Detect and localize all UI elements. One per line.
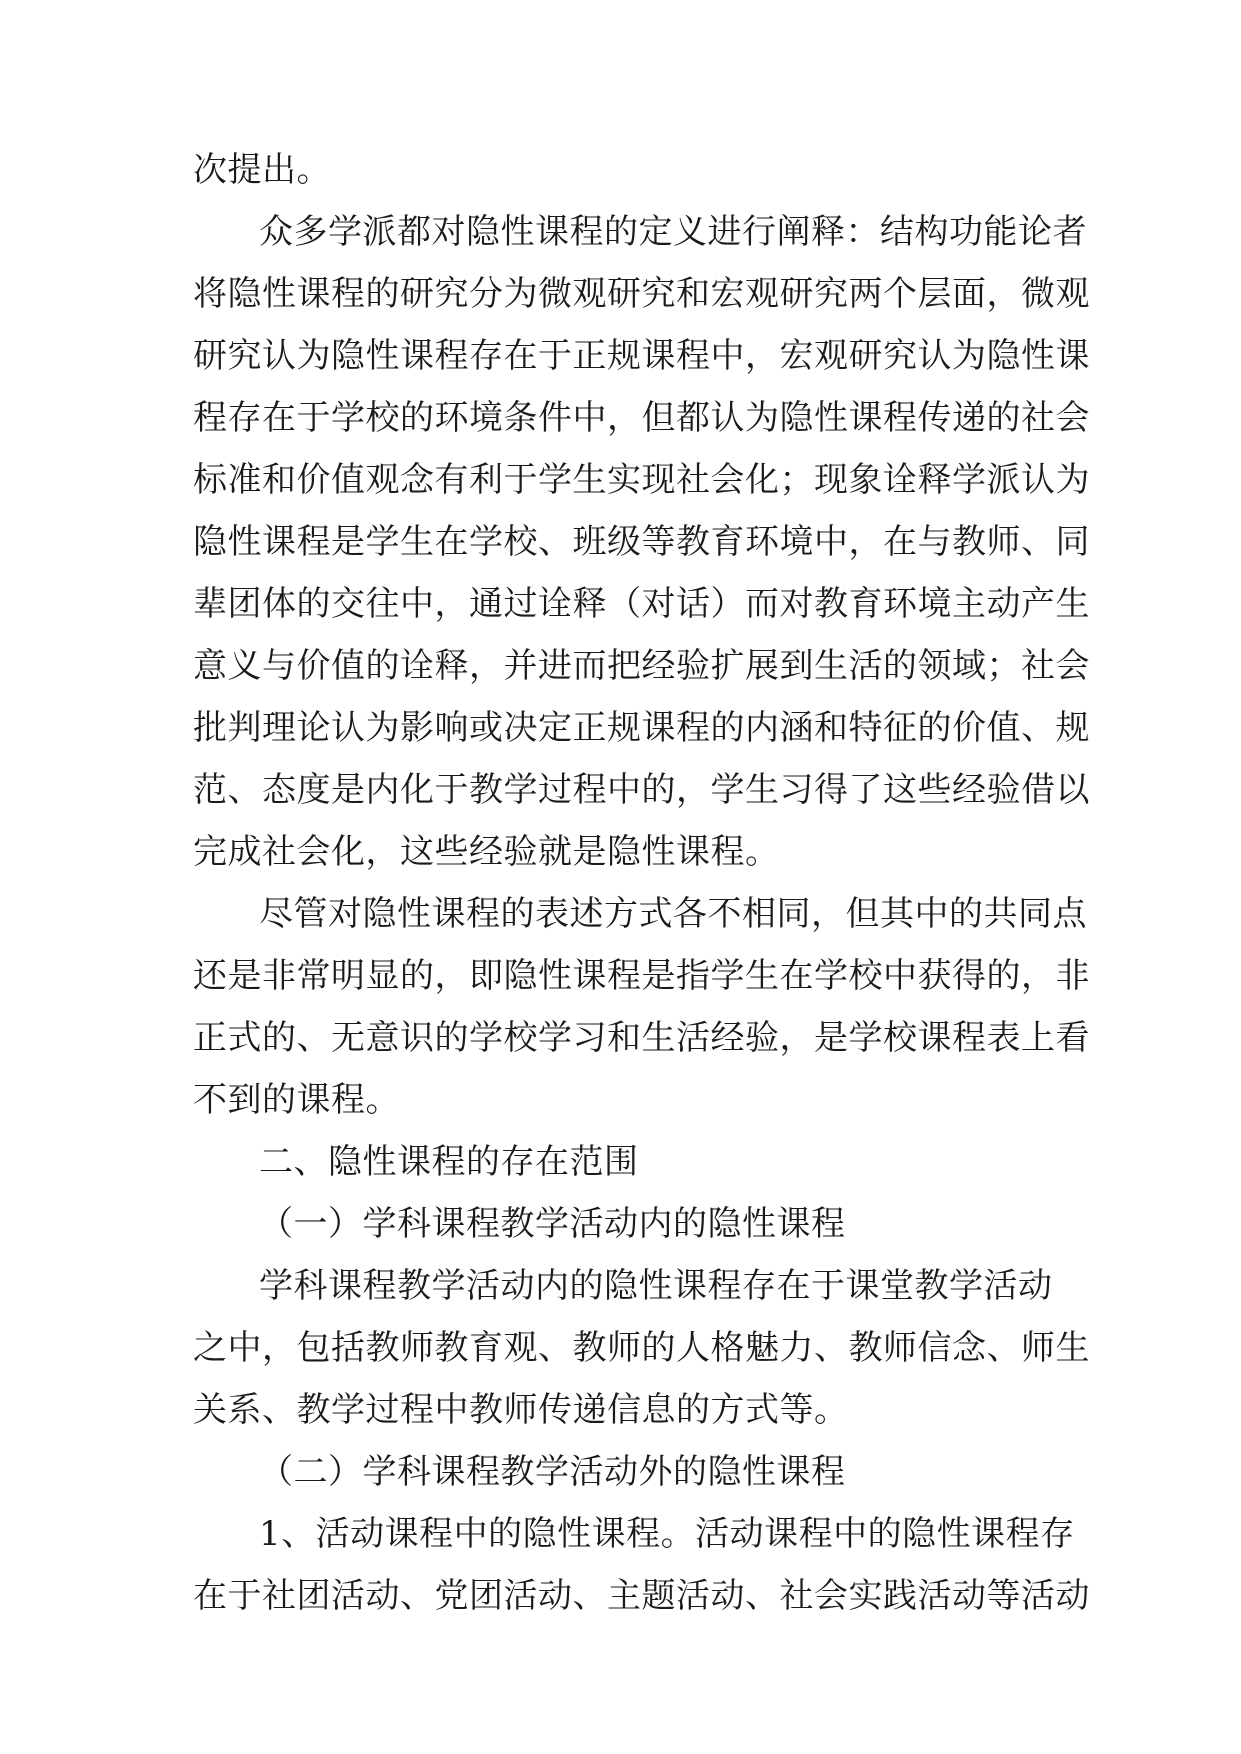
paragraph-1-line-7: 辈团体的交往中，通过诠释（对话）而对教育环境主动产生: [193, 584, 1090, 624]
text-line-1: 次提出。: [193, 150, 331, 190]
subsection-heading-1: （一）学科课程教学活动内的隐性课程: [259, 1204, 846, 1244]
paragraph-2-line-4: 不到的课程。: [193, 1080, 400, 1120]
paragraph-2-line-1: 尽管对隐性课程的表述方式各不相同，但其中的共同点: [259, 894, 1087, 934]
paragraph-4-line-1: 1、活动课程中的隐性课程。活动课程中的隐性课程存: [259, 1514, 1075, 1554]
paragraph-2-line-3: 正式的、无意识的学校学习和生活经验，是学校课程表上看: [193, 1018, 1090, 1058]
paragraph-3-line-3: 关系、教学过程中教师传递信息的方式等。: [193, 1390, 849, 1430]
paragraph-3-line-1: 学科课程教学活动内的隐性课程存在于课堂教学活动: [259, 1266, 1053, 1306]
paragraph-1-line-1: 众多学派都对隐性课程的定义进行阐释：结构功能论者: [259, 212, 1087, 252]
paragraph-1-line-8: 意义与价值的诠释，并进而把经验扩展到生活的领域；社会: [193, 646, 1090, 686]
section-heading: 二、隐性课程的存在范围: [259, 1142, 639, 1182]
paragraph-3-line-2: 之中，包括教师教育观、教师的人格魅力、教师信念、师生: [193, 1328, 1090, 1368]
paragraph-1-line-9: 批判理论认为影响或决定正规课程的内涵和特征的价值、规: [193, 708, 1090, 748]
paragraph-2-line-2: 还是非常明显的，即隐性课程是指学生在学校中获得的，非: [193, 956, 1090, 996]
paragraph-1-line-2: 将隐性课程的研究分为微观研究和宏观研究两个层面，微观: [193, 274, 1090, 314]
paragraph-1-line-4: 程存在于学校的环境条件中，但都认为隐性课程传递的社会: [193, 398, 1090, 438]
paragraph-1-line-3: 研究认为隐性课程存在于正规课程中，宏观研究认为隐性课: [193, 336, 1090, 376]
paragraph-1-line-11: 完成社会化，这些经验就是隐性课程。: [193, 832, 780, 872]
paragraph-1-line-10: 范、态度是内化于教学过程中的，学生习得了这些经验借以: [193, 770, 1090, 810]
subsection-heading-2: （二）学科课程教学活动外的隐性课程: [259, 1452, 846, 1492]
paragraph-1-line-6: 隐性课程是学生在学校、班级等教育环境中，在与教师、同: [193, 522, 1090, 562]
paragraph-4-line-2: 在于社团活动、党团活动、主题活动、社会实践活动等活动: [193, 1576, 1090, 1616]
paragraph-1-line-5: 标准和价值观念有利于学生实现社会化；现象诠释学派认为: [193, 460, 1090, 500]
